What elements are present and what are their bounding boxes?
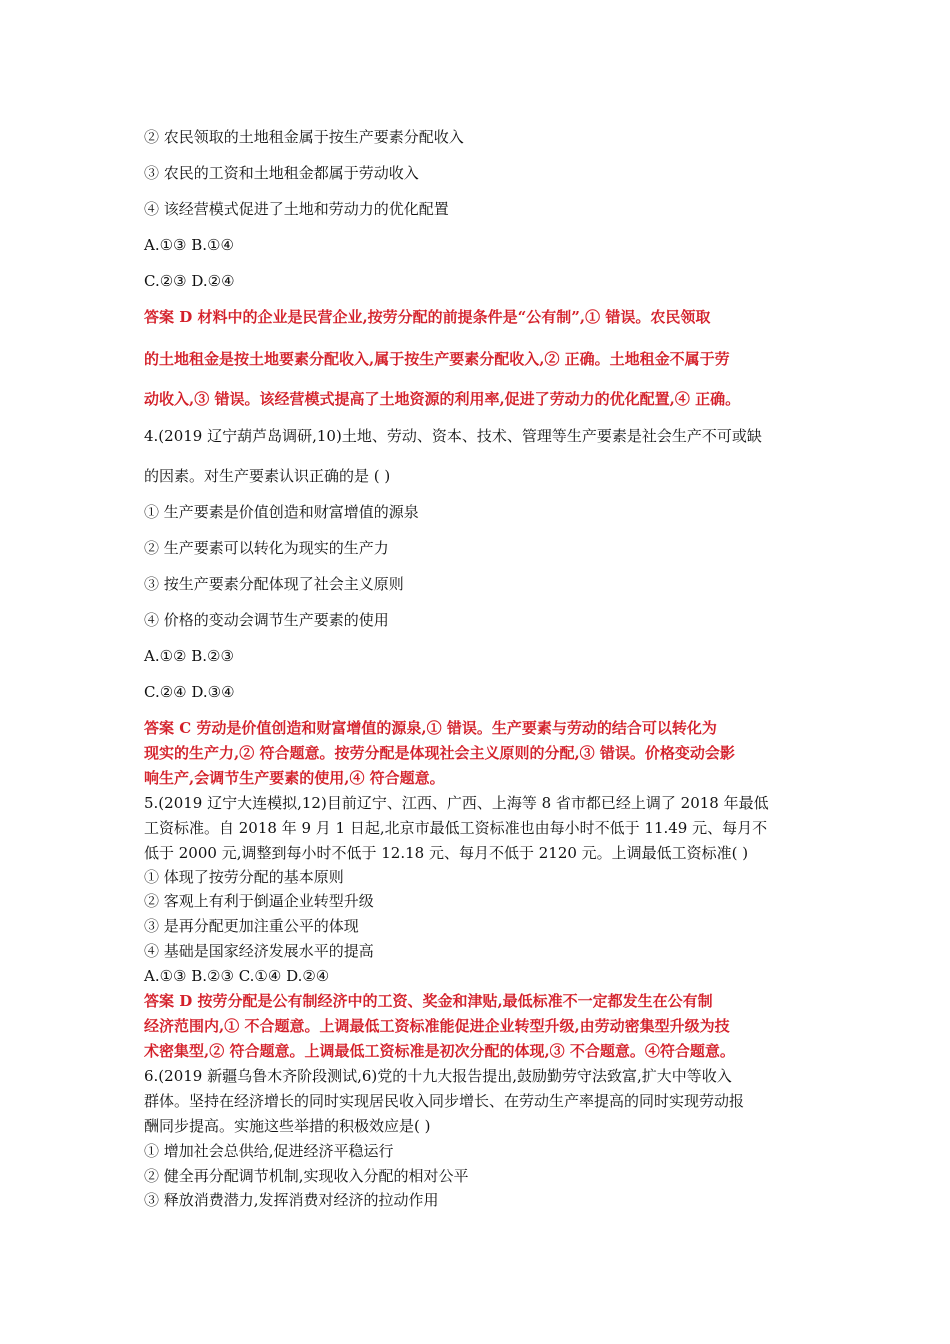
q3-option-3: ③ 农民的工资和土地租金都属于劳动收入 bbox=[144, 164, 419, 182]
q5-choices: A.①③ B.②③ C.①④ D.②④ bbox=[144, 967, 330, 985]
q4-stem-line: 4.(2019 辽宁葫芦岛调研,10)土地、劳动、资本、技术、管理等生产要素是社会生产不可或缺 bbox=[144, 427, 762, 445]
q4-option-1: ① 生产要素是价值创造和财富增值的源泉 bbox=[144, 503, 419, 521]
q6-stem-line: 6.(2019 新疆乌鲁木齐阶段测试,6)党的十九大报告提出,鼓励勤劳守法致富,扩大中等收入 bbox=[144, 1067, 732, 1085]
q3-option-4: ④ 该经营模式促进了土地和劳动力的优化配置 bbox=[144, 200, 449, 218]
q4-choices-cd: C.②④ D.③④ bbox=[144, 683, 235, 701]
q4-option-2: ② 生产要素可以转化为现实的生产力 bbox=[144, 539, 389, 557]
q5-option-4: ④ 基础是国家经济发展水平的提高 bbox=[144, 942, 374, 960]
q5-answer-line: 答案 D 按劳分配是公有制经济中的工资、奖金和津贴,最低标准不一定都发生在公有制 bbox=[144, 992, 713, 1010]
q4-answer-line: 答案 C 劳动是价值创造和财富增值的源泉,① 错误。生产要素与劳动的结合可以转化为 bbox=[144, 719, 717, 737]
q4-stem-line: 的因素。对生产要素认识正确的是 ( ) bbox=[144, 467, 391, 485]
q5-option-1: ① 体现了按劳分配的基本原则 bbox=[144, 868, 344, 886]
q5-answer-line: 经济范围内,① 不合题意。上调最低工资标准能促进企业转型升级,由劳动密集型升级为技 bbox=[144, 1017, 730, 1035]
q4-option-3: ③ 按生产要素分配体现了社会主义原则 bbox=[144, 575, 404, 593]
q3-answer-line: 答案 D 材料中的企业是民营企业,按劳分配的前提条件是“公有制”,① 错误。农民领取 bbox=[144, 308, 711, 326]
q4-option-4: ④ 价格的变动会调节生产要素的使用 bbox=[144, 611, 389, 629]
q3-choices-cd: C.②③ D.②④ bbox=[144, 272, 235, 290]
q5-stem-line: 低于 2000 元,调整到每小时不低于 12.18 元、每月不低于 2120 元。上调最低工资标准( ) bbox=[144, 844, 749, 862]
q5-option-3: ③ 是再分配更加注重公平的体现 bbox=[144, 917, 359, 935]
q5-stem-line: 工资标准。自 2018 年 9 月 1 日起,北京市最低工资标准也由每小时不低于 11.49 元、每月不 bbox=[144, 819, 768, 837]
q5-stem-line: 5.(2019 辽宁大连模拟,12)目前辽宁、江西、广西、上海等 8 省市都已经上调了 2018 年最低 bbox=[144, 794, 769, 812]
q6-option-2: ② 健全再分配调节机制,实现收入分配的相对公平 bbox=[144, 1167, 469, 1185]
q3-answer-line: 的土地租金是按土地要素分配收入,属于按生产要素分配收入,② 正确。土地租金不属于劳 bbox=[144, 350, 730, 368]
q6-stem-line: 酬同步提高。实施这些举措的积极效应是( ) bbox=[144, 1117, 431, 1135]
q3-option-2: ② 农民领取的土地租金属于按生产要素分配收入 bbox=[144, 128, 464, 146]
q4-answer-line: 现实的生产力,② 符合题意。按劳分配是体现社会主义原则的分配,③ 错误。价格变动会影 bbox=[144, 744, 735, 762]
q5-option-2: ② 客观上有利于倒逼企业转型升级 bbox=[144, 892, 374, 910]
q6-option-3: ③ 释放消费潜力,发挥消费对经济的拉动作用 bbox=[144, 1191, 439, 1209]
q3-choices-ab: A.①③ B.①④ bbox=[144, 236, 234, 254]
q4-choices-ab: A.①② B.②③ bbox=[144, 647, 234, 665]
q5-answer-line: 术密集型,② 符合题意。上调最低工资标准是初次分配的体现,③ 不合题意。④符合题意。 bbox=[144, 1042, 735, 1060]
q6-option-1: ① 增加社会总供给,促进经济平稳运行 bbox=[144, 1142, 394, 1160]
q3-answer-line: 动收入,③ 错误。该经营模式提高了土地资源的利用率,促进了劳动力的优化配置,④ 正确。 bbox=[144, 390, 741, 408]
q6-stem-line: 群体。坚持在经济增长的同时实现居民收入同步增长、在劳动生产率提高的同时实现劳动报 bbox=[144, 1092, 745, 1110]
q4-answer-line: 响生产,会调节生产要素的使用,④ 符合题意。 bbox=[144, 769, 445, 787]
